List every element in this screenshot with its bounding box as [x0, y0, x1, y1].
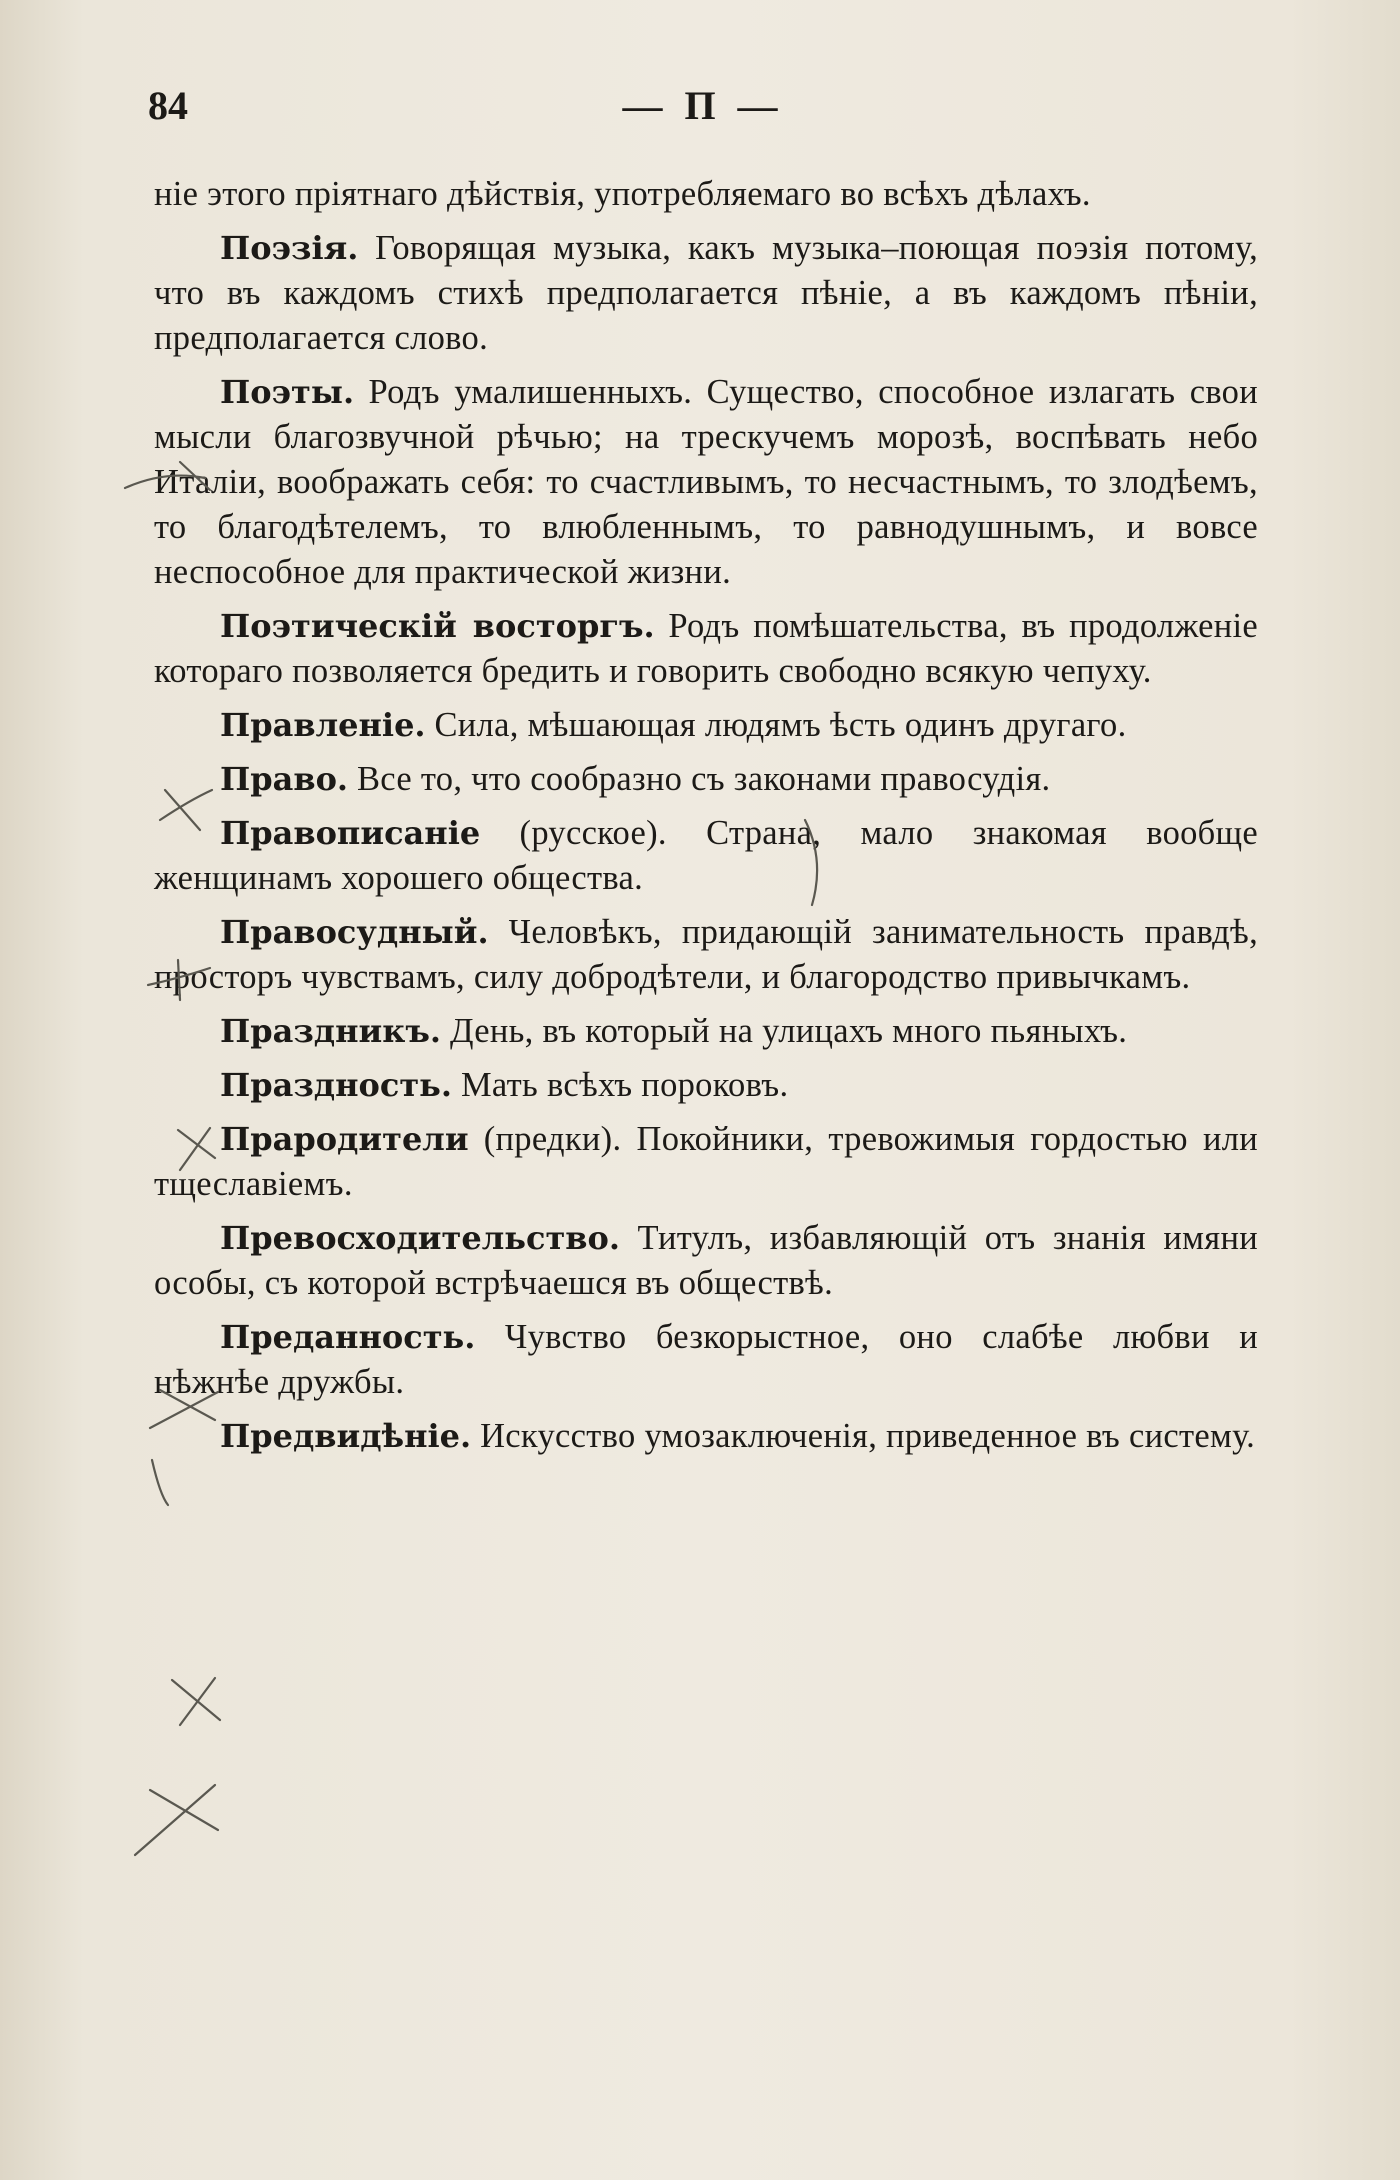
entry-definition: (предки). Покойники, тревожимыя гордостью или тщеславіемъ. [154, 1120, 1258, 1203]
running-head: — П — [622, 83, 784, 128]
entry-definition: Все то, что сообразно съ законами правосудія. [348, 760, 1051, 798]
entry-term: Поэты. [220, 373, 355, 411]
entry-term: Прародители [220, 1120, 469, 1158]
continuation-paragraph: ніе этого пріятнаго дѣйствія, употребляемаго во всѣхъ дѣлахъ. [154, 175, 1091, 213]
pencil-mark [150, 1790, 218, 1830]
entry-definition: Родъ помѣшательства, въ продолженіе котораго позволяется бредить и говорить свободно всякую чепуху. [154, 607, 1258, 690]
entry-term: Правописаніе [220, 814, 481, 852]
entry-pravopisanie [154, 811, 1258, 901]
entry-prazdnik [154, 1009, 1258, 1054]
entry-prazdnost [154, 1063, 1258, 1108]
entry-definition: Говорящая музыка, какъ музыка–поющая поэзія потому, что въ каждомъ стихѣ предполагается пѣніе, а въ каждомъ пѣніи, предполагается слово. [154, 229, 1258, 357]
entry-poeticheskiy-vostorg [154, 604, 1258, 694]
entry-definition: Человѣкъ, придающій занимательность правдѣ, просторъ чувствамъ, силу добродѣтели, и благородство привычкамъ. [154, 913, 1258, 996]
entry-term: Право. [220, 760, 349, 798]
entry-pravo [154, 757, 1258, 802]
dictionary-text [154, 172, 1258, 1468]
entry-definition: Титулъ, избавляющій отъ знанія имяни особы, съ которой встрѣчаешся въ обществѣ. [154, 1219, 1258, 1302]
entry-predannost [154, 1315, 1258, 1405]
entry-poety [154, 370, 1258, 595]
entry-predvidenie [154, 1414, 1258, 1459]
entry-definition: Искусство умозаключенія, приведенное въ систему. [471, 1417, 1256, 1455]
entry-prevoshoditelstvo [154, 1216, 1258, 1306]
pencil-mark [180, 1678, 215, 1725]
entry-definition: (русское). Страна, мало знакомая вообще женщинамъ хорошего общества. [154, 814, 1258, 897]
entry-term: Превосходительство. [220, 1219, 620, 1257]
pencil-mark [172, 1680, 220, 1720]
entry-definition: Мать всѣхъ пороковъ. [452, 1066, 789, 1104]
entry-term: Правленіе. [220, 706, 426, 744]
entry-definition: Чувство безкорыстное, оно слабѣе любви и нѣжнѣе дружбы. [154, 1318, 1258, 1401]
entry-poeziya [154, 226, 1258, 361]
entry-term: Предвидѣніе. [220, 1417, 472, 1455]
entry-term: Преданность. [220, 1318, 476, 1356]
entry-term: Праздникъ. [220, 1012, 442, 1050]
page-header [148, 82, 1258, 132]
pencil-mark [135, 1785, 215, 1855]
entry-praroditeli [154, 1117, 1258, 1207]
entry-definition: Родъ умалишенныхъ. Существо, способное излагать свои мысли благозвучной рѣчью; на трескучемъ морозѣ, воспѣвать небо Италіи, воображать себя: то счастливымъ, то несчастнымъ, то злодѣемъ, то благодѣтелемъ, то влюбленнымъ, то равнодушнымъ, и вовсе неспособное для практической жизни. [154, 373, 1258, 591]
entry-term: Поэзія. [220, 229, 359, 267]
page-number: 84 [148, 83, 188, 128]
entry-term: Поэтическій восторгъ. [220, 607, 655, 645]
entry-definition: Сила, мѣшающая людямъ ѣсть одинъ другаго. [425, 706, 1127, 744]
entry-term: Праздность. [220, 1066, 453, 1104]
entry-pravlenie [154, 703, 1258, 748]
entry-definition: День, въ который на улицахъ много пьяныхъ. [441, 1012, 1128, 1050]
entry-pravosudny [154, 910, 1258, 1000]
entry-term: Правосудный. [220, 913, 489, 951]
